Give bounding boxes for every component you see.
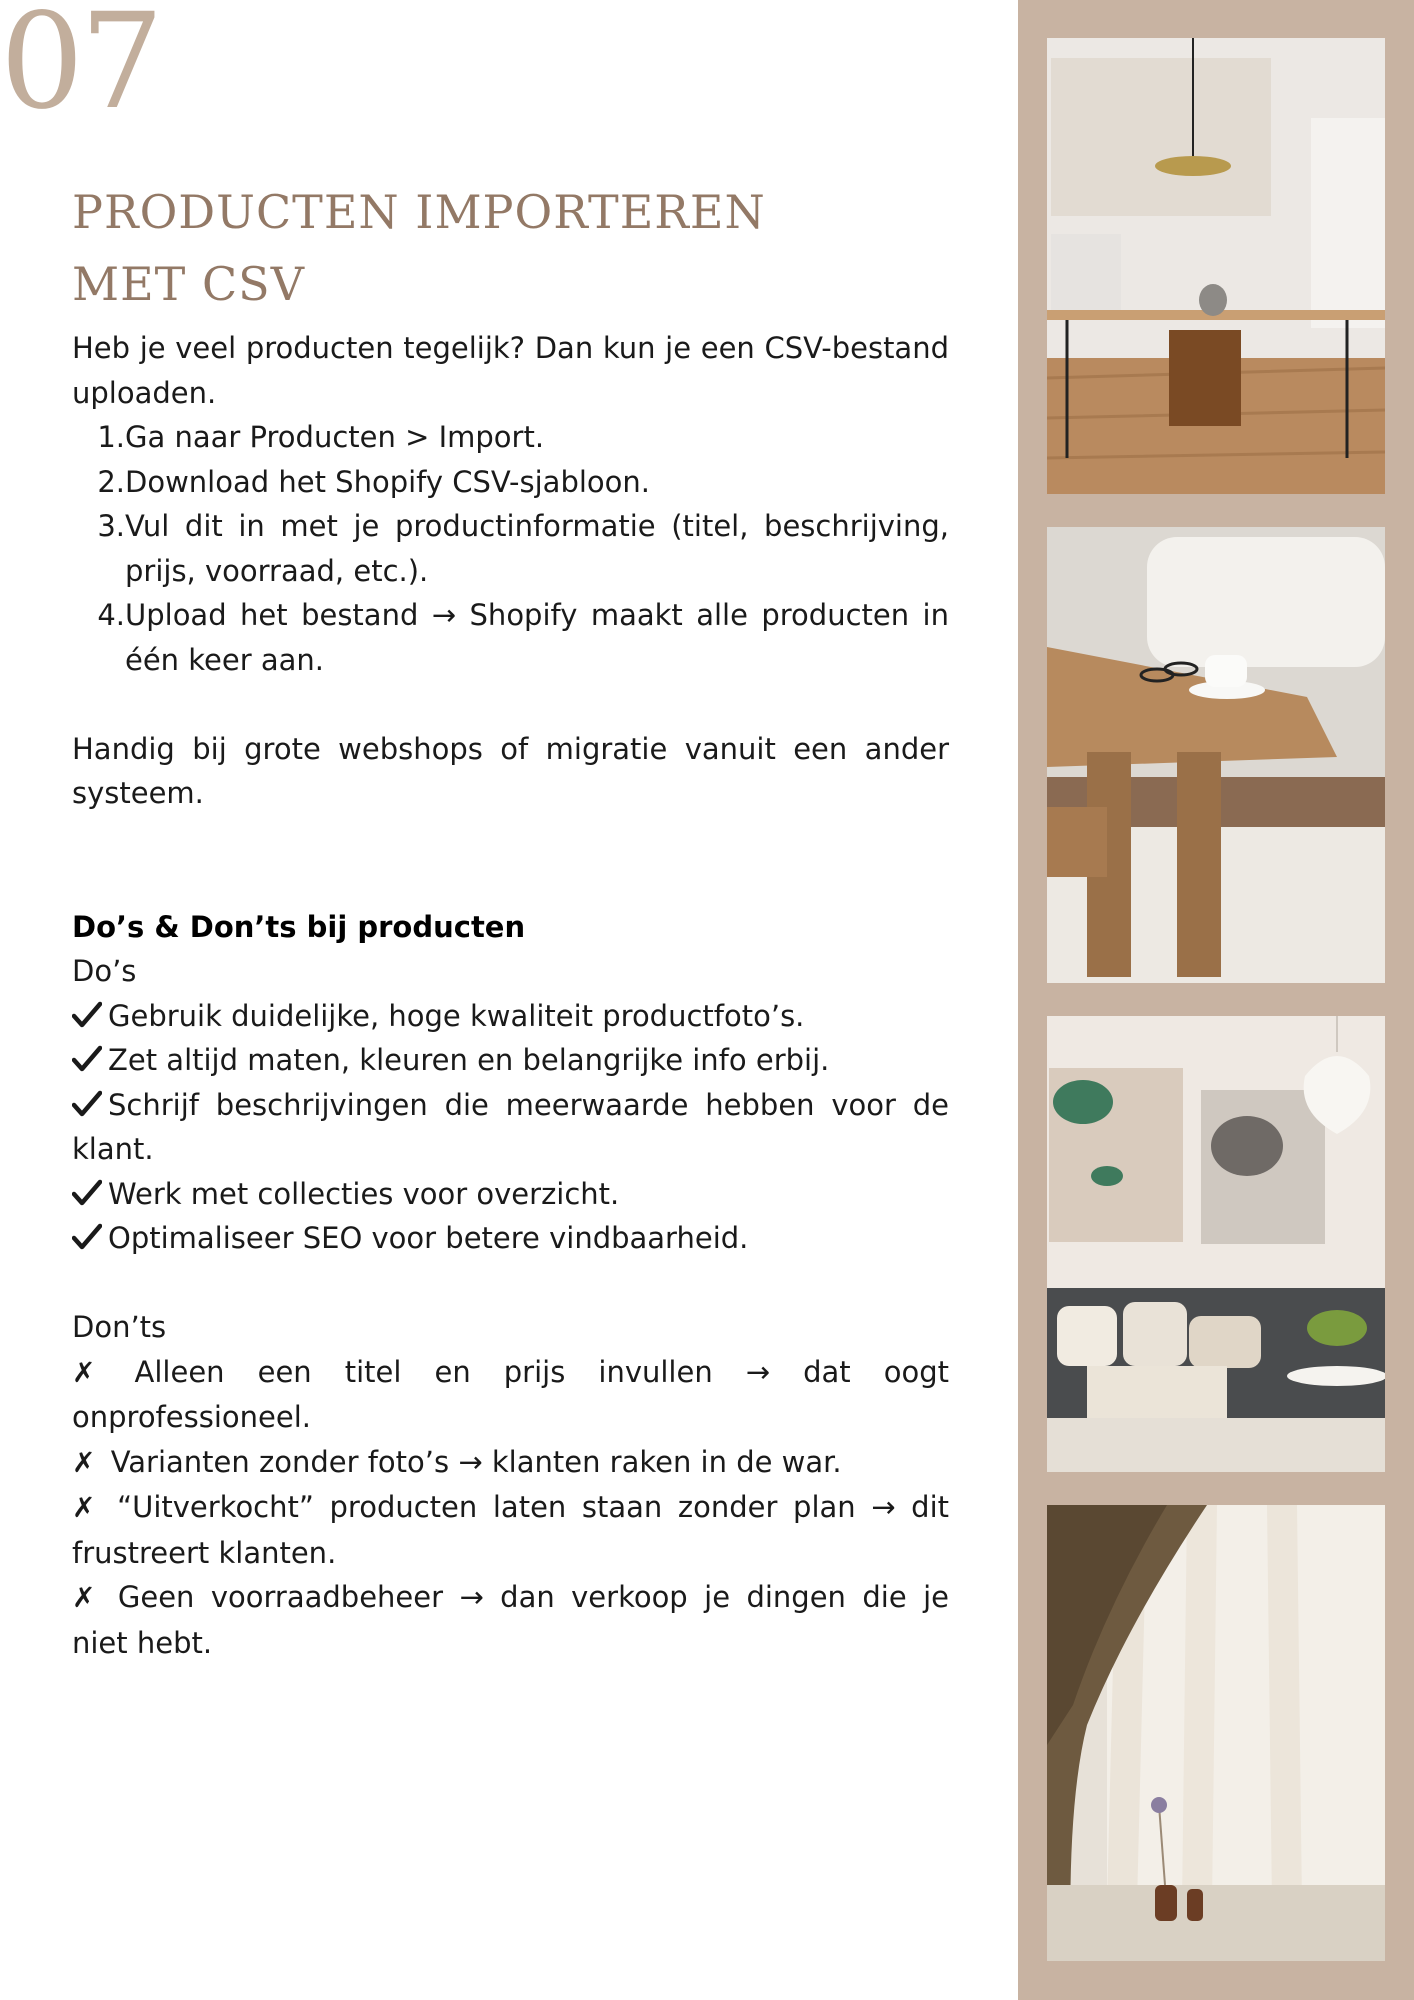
wooden-table-photo: [1047, 527, 1385, 983]
do-text: Zet altijd maten, kleuren en belangrijke info erbij.: [108, 1043, 830, 1077]
list-item: [72, 994, 949, 1039]
list-item: [72, 1172, 949, 1217]
list-item: [72, 1038, 949, 1083]
main-content: [72, 176, 949, 1665]
step-text: Upload het bestand → Shopify maakt alle producten in één keer aan.: [125, 598, 949, 677]
photo-sidebar: [1018, 0, 1414, 2000]
step-text: Ga naar Producten > Import.: [125, 420, 545, 454]
checkmark-icon: [72, 1038, 102, 1083]
do-text: Gebruik duidelijke, hoge kwaliteit productfoto’s.: [108, 998, 805, 1033]
step-number: 2.: [97, 464, 125, 499]
list-item: [72, 504, 949, 593]
dining-room-photo: [1047, 38, 1385, 494]
list-item: [72, 1440, 949, 1486]
cross-icon: ✗: [72, 1355, 96, 1389]
dont-text: “Uitverkocht” producten laten staan zonder plan → dit frustreert klanten.: [72, 1490, 949, 1570]
dos-donts-heading: Do’s & Don’ts bij producten: [72, 909, 526, 944]
dont-text: Varianten zonder foto’s → klanten raken in de war.: [110, 1444, 842, 1479]
list-item: [72, 415, 949, 460]
living-room-photo: [1047, 1016, 1385, 1472]
step-number: 1.: [97, 420, 125, 454]
step-number: 3.: [97, 509, 125, 543]
checkmark-icon: [72, 1216, 102, 1261]
cross-icon: ✗: [72, 1491, 96, 1524]
list-item: [72, 1350, 949, 1440]
curtains-photo: [1047, 1505, 1385, 1961]
list-item: [72, 1485, 949, 1575]
page-number: 07: [0, 0, 160, 139]
page-title: PRODUCTEN IMPORTEREN MET CSV: [72, 185, 766, 311]
dos-label: Do’s: [72, 954, 137, 988]
list-item: [72, 1216, 949, 1261]
step-number: 4.: [97, 598, 125, 632]
import-steps-list: [72, 415, 949, 682]
list-item: [72, 1575, 949, 1665]
checkmark-icon: [72, 994, 102, 1039]
step-text: Download het Shopify CSV-sjabloon.: [125, 464, 651, 499]
do-text: Optimaliseer SEO voor betere vindbaarheid.: [108, 1221, 749, 1255]
checkmark-icon: [72, 1083, 102, 1128]
list-item: [72, 593, 949, 682]
dont-text: Geen voorraadbeheer → dan verkoop je dingen die je niet hebt.: [72, 1580, 949, 1660]
spacer: [72, 1261, 949, 1306]
list-item: [72, 1083, 949, 1172]
intro-paragraph: Heb je veel producten tegelijk? Dan kun je een CSV-bestand uploaden.: [72, 331, 949, 410]
outro-paragraph: Handig bij grote webshops of migratie vanuit een ander systeem.: [72, 731, 949, 810]
cross-icon: ✗: [72, 1445, 96, 1479]
checkmark-icon: [72, 1172, 102, 1217]
do-text: Schrijf beschrijvingen die meerwaarde hebben voor de klant.: [72, 1087, 949, 1166]
list-item: [72, 460, 949, 505]
spacer: [72, 816, 949, 905]
step-text: Vul dit in met je productinformatie (titel, beschrijving, prijs, voorraad, etc.).: [125, 509, 949, 588]
spacer: [72, 682, 949, 727]
cross-icon: ✗: [72, 1581, 96, 1614]
dont-text: Alleen een titel en prijs invullen → dat oogt onprofessioneel.: [72, 1354, 949, 1434]
do-text: Werk met collecties voor overzicht.: [108, 1176, 620, 1211]
body-text: [72, 326, 949, 1665]
donts-label: Don’ts: [72, 1310, 167, 1344]
